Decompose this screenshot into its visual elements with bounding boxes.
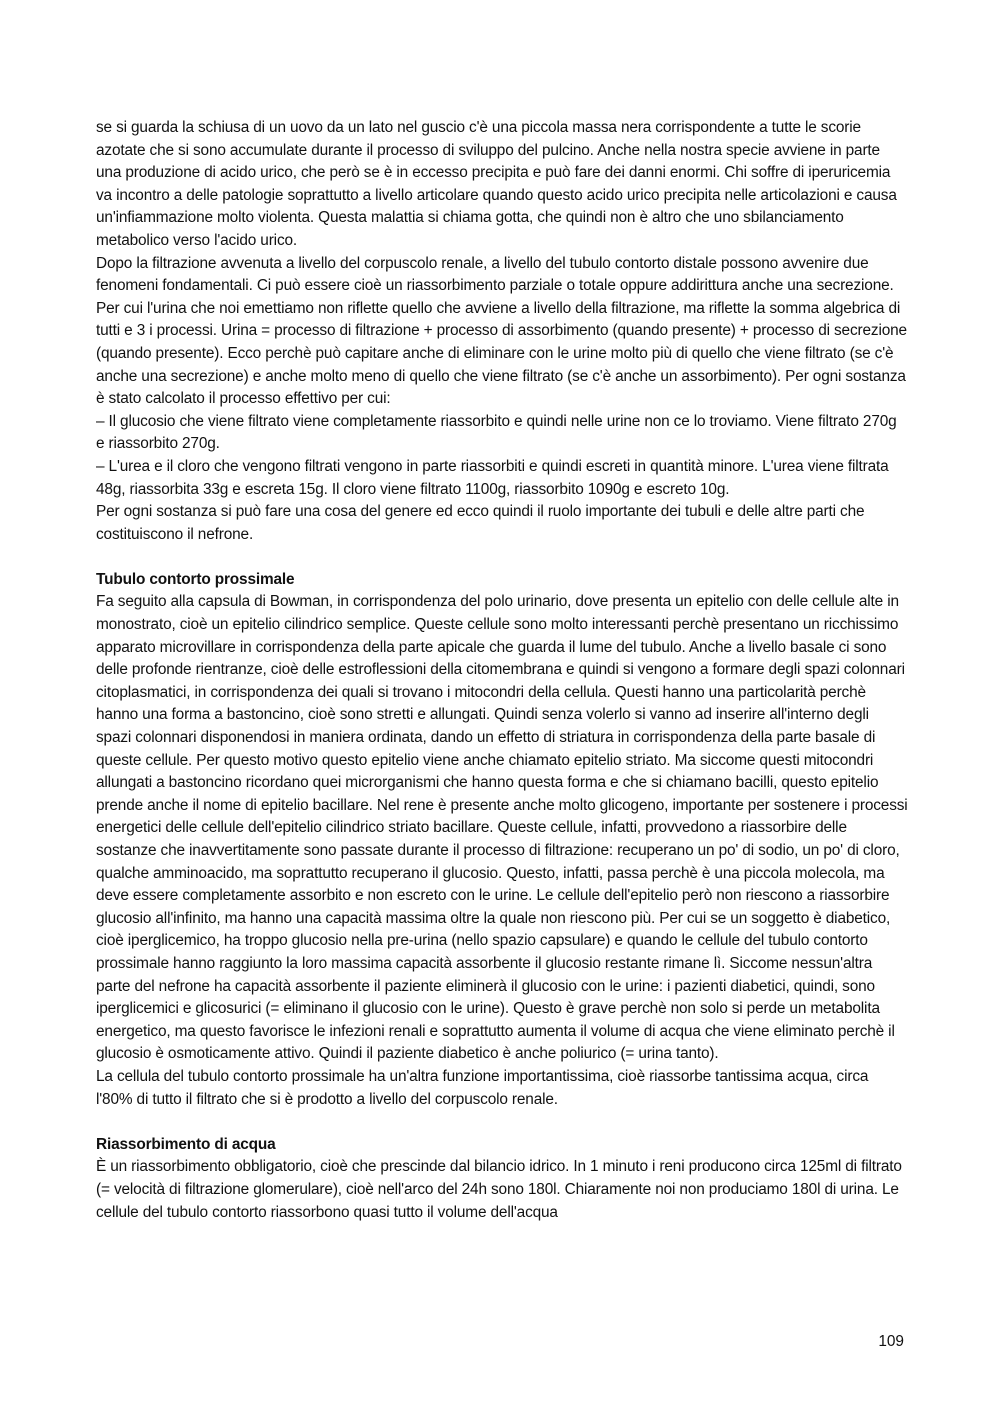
paragraph: Per ogni sostanza si può fare una cosa del genere ed ecco quindi il ruolo importante dei tubuli e delle altre parti che costituiscono il nefrone. (96, 503, 865, 543)
section-heading: Tubulo contorto prossimale (96, 570, 295, 588)
section-heading: Riassorbimento di acqua (96, 1135, 276, 1153)
paragraph: Fa seguito alla capsula di Bowman, in corrispondenza del polo urinario, dove presenta un epitelio con delle cellule alte in monostrato, cioè un epitelio cilindrico semplice. Queste cellule sono molto interessanti perchè presentano un ricchissimo apparato microvillare in corrispondenza della parte apicale che guarda il lume del tubulo. Anche a livello basale ci sono delle profonde rientranze, cioè delle estroflessioni della citomembrana e quindi si vengono a formare degli spazi colonnari citoplasmatici, in corrispondenza dei quali si trovano i mitocondri della cellula. Questi hanno una particolarità perchè hanno una forma a bastoncino, cioè sono stretti e allungati. Quindi senza volerlo si vanno ad inserire all'interno degli spazi colonnari disponendosi in maniera ordinata, dando un effetto di striatura in corrispondenza della parte basale di queste cellule. Per questo motivo questo epitelio viene anche chiamato epitelio striato. Ma siccome questi mitocondri allungati a bastoncino ricordano quei microrganismi che hanno questa forma e che si chiamano bacilli, questo epitelio prende anche il nome di epitelio bacillare. Nel rene è presente anche molto glicogeno, importante per sostenere i processi energetici delle cellule dell'epitelio cilindrico striato bacillare. Queste cellule, infatti, provvedono a riassorbire delle sostanze che inavvertitamente sono passate durante il processo di filtrazione: recuperano un po' di sodio, un po' di cloro, qualche amminoacido, ma soprattutto recuperano il glucosio. Questo, infatti, passa perchè è una piccola molecola, ma deve essere completamente assorbito e non escreto con le urine. Le cellule dell'epitelio però non riescono a riassorbire glucosio all'infinito, ma hanno una capacità massima oltre la quale non riescono più. Per cui se un soggetto è diabetico, cioè iperglicemico, ha troppo glucosio nella pre-urina (nello spazio capsulare) e quando le cellule del tubulo contorto prossimale hanno raggiunto la loro massima capacità assorbente il glucosio restante rimane lì. Siccome nessun'altra parte del nefrone ha capacità assorbente il paziente eliminerà il glucosio con le urine: i pazienti diabetici, quindi, sono iperglicemici e glicosurici (= eliminano il glucosio con le urine). Questo è grave perchè non solo si perde un metabolita energetico, ma questo favorisce le infezioni renali e soprattutto aumenta il volume di acqua che viene eliminato perchè il glucosio è osmoticamente attivo. Quindi il paziente diabetico è anche poliurico (= urina tanto). (96, 593, 908, 1063)
page-number: 109 (878, 1333, 904, 1350)
spacer (96, 546, 908, 569)
paragraph: È un riassorbimento obbligatorio, cioè che prescinde dal bilancio idrico. In 1 minuto i reni producono circa 125ml di filtrato (= velocità di filtrazione glomerulare), cioè nell'arco del 24h sono 180l. Chiaramente noi non produciamo 180l di urina. Le cellule del tubulo contorto riassorbono quasi tutto il volume dell'acqua (96, 1158, 902, 1221)
paragraph: Dopo la filtrazione avvenuta a livello del corpuscolo renale, a livello del tubulo contorto distale possono avvenire due fenomeni fondamentali. Ci può essere cioè un riassorbimento parziale o totale oppure addirittura anche una secrezione. Per cui l'urina che noi emettiamo non riflette quello che avviene a livello della filtrazione, ma riflette la somma algebrica di tutti e 3 i processi. Urina = processo di filtrazione + processo di assorbimento (quando presente) + processo di secrezione (quando presente). Ecco perchè può capitare anche di eliminare con le urine molto più di quello che viene filtrato (se c'è anche una secrezione) e anche molto meno di quello che viene filtrato (se c'è anche un assorbimento). Per ogni sostanza è stato calcolato il processo effettivo per cui: (96, 254, 907, 408)
list-item: – Il glucosio che viene filtrato viene completamente riassorbito e quindi nelle urine non ce lo troviamo. Viene filtrato 270g e riassorbito 270g. (96, 412, 897, 453)
document-body (96, 117, 908, 1224)
list-item: – L'urea e il cloro che vengono filtrati vengono in parte riassorbiti e quindi escreti in quantità minore. L'urea viene filtrata 48g, riassorbita 33g e escreta 15g. Il cloro viene filtrato 1100g, riassorbito 1090g e escreto 10g. (96, 457, 889, 498)
paragraph: se si guarda la schiusa di un uovo da un lato nel guscio c'è una piccola massa nera corrispondente a tutte le scorie azotate che si sono accumulate durante il processo di sviluppo del pulcino. Anche nella nostra specie avviene in parte una produzione di acido urico, che però se è in eccesso precipita e può fare dei danni enormi. Chi soffre di iperuricemia va incontro a delle patologie soprattutto a livello articolare quando questo acido urico precipita nelle articolazioni e causa un'infiammazione molto violenta. Questa malattia si chiama gotta, che quindi non è altro che uno sbilanciamento metabolico verso l'acido urico. (96, 119, 897, 249)
spacer (96, 1111, 908, 1134)
paragraph: La cellula del tubulo contorto prossimale ha un'altra funzione importantissima, cioè riassorbe tantissima acqua, circa l'80% di tutto il filtrato che si è prodotto a livello del corpuscolo renale. (96, 1067, 869, 1108)
